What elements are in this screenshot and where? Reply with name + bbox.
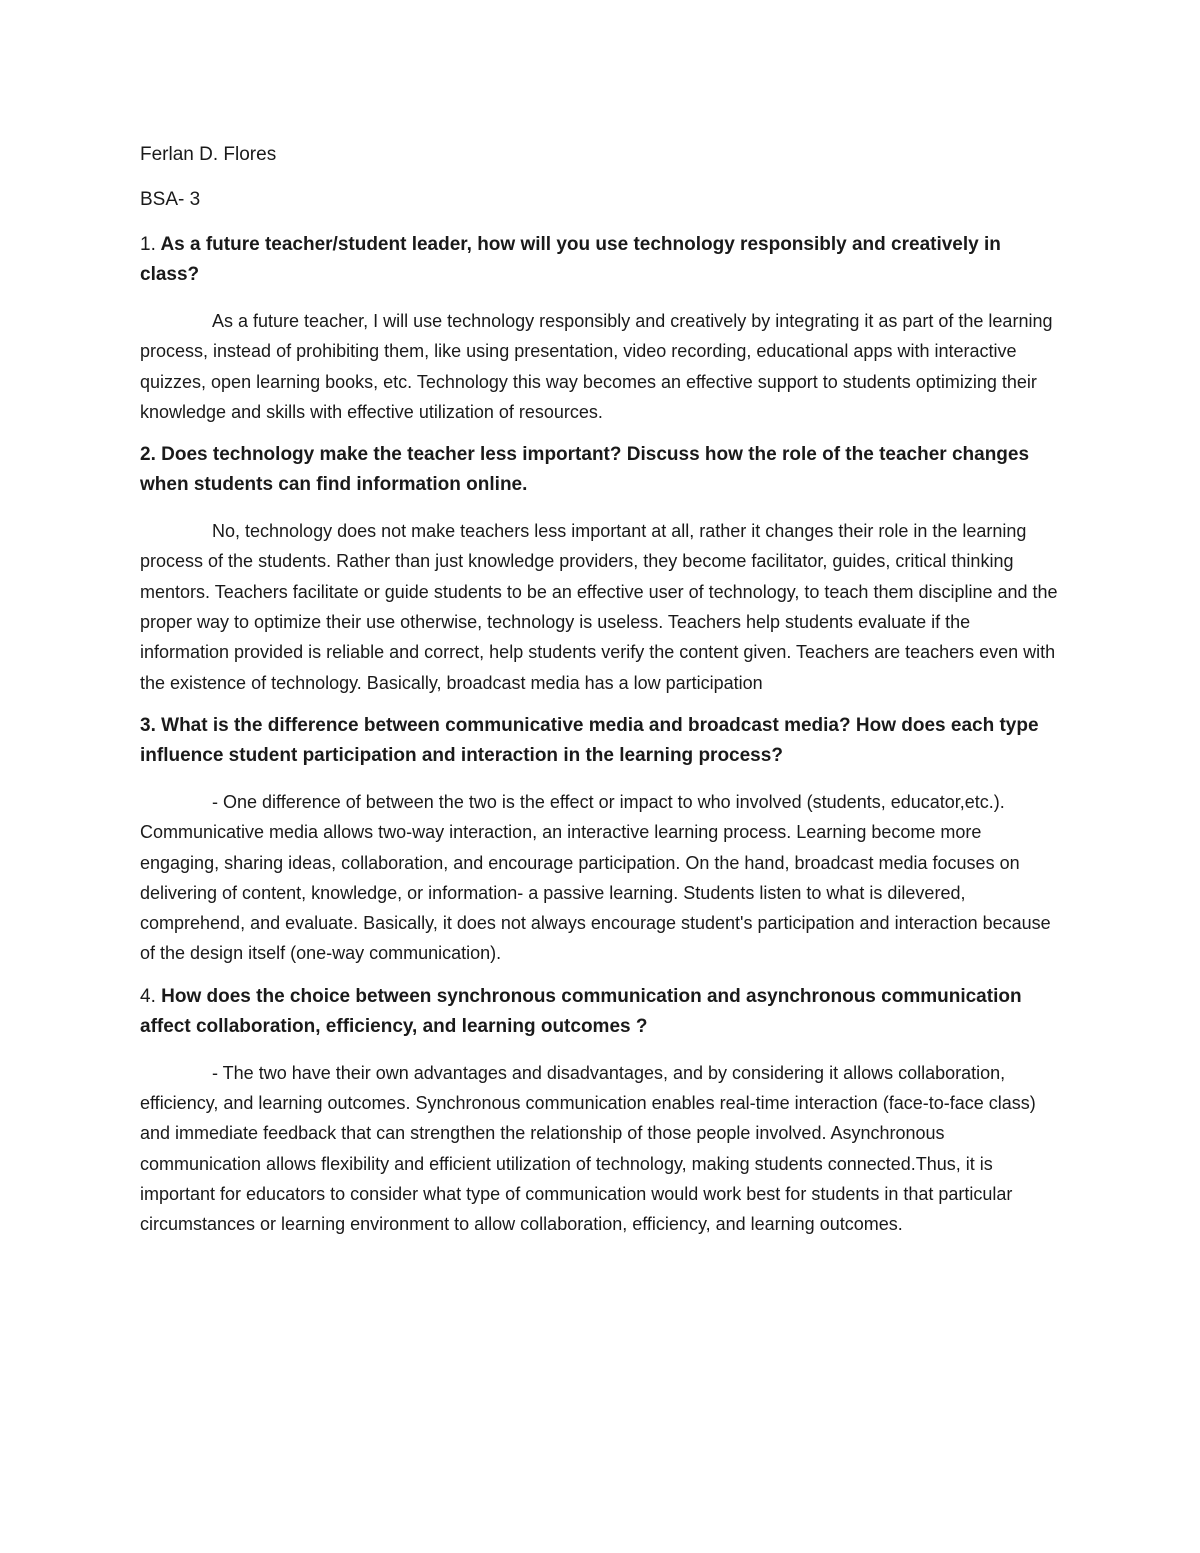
- question-text: Does technology make the teacher less important? Discuss how the role of the teacher changes when students can find information online.: [140, 444, 1030, 496]
- question-text: As a future teacher/student leader, how will you use technology responsibly and creatively in class?: [140, 234, 1001, 285]
- author-name: Ferlan D. Flores: [140, 144, 277, 165]
- course-section: BSA- 3: [140, 189, 201, 210]
- question-number: 1.: [140, 234, 156, 255]
- answer-2: No, technology does not make teachers less important at all, rather it changes their role in the learning process of the students. Rather than just knowledge providers, they become facilitator, guides, critical thinking mentors. Teachers facilitate or guide students to be an effective user of technology, to teach them discipline and the proper way to optimize their use otherwise, technology is useless. Teachers help students evaluate if the information provided is reliable and correct, help students verify the content given. Teachers are teachers even with the existence of technology. Basically, broadcast media has a low participation: [140, 521, 1058, 693]
- question-3: [140, 711, 1060, 771]
- question-text: How does the choice between synchronous communication and asynchronous communication affect collaboration, efficiency, and learning outcomes ?: [140, 985, 1022, 1037]
- question-number: 3.: [140, 714, 156, 736]
- question-text: What is the difference between communicative media and broadcast media? How does each type influence student participation and interaction in the learning process?: [140, 714, 1039, 766]
- answer-3: - One difference of between the two is the effect or impact to who involved (students, educator,etc.). Communicative media allows two-way interaction, an interactive learning process. Learning become more engaging, sharing ideas, collaboration, and encourage participation. On the hand, broadcast media focuses on delivering of content, knowledge, or information- a passive learning. Students listen to what is dilevered, comprehend, and evaluate. Basically, it does not always encourage student's participation and interaction because of the design itself (one-way communication).: [140, 791, 1051, 964]
- question-4: [140, 982, 1060, 1042]
- document-page: [140, 140, 1060, 1253]
- question-2: [140, 440, 1060, 500]
- question-1: [140, 230, 1060, 290]
- answer-4: - The two have their own advantages and disadvantages, and by considering it allows collaboration, efficiency, and learning outcomes. Synchronous communication enables real-time interaction (face-to-face class) and immediate feedback that can strengthen the relationship of those people involved. Asynchronous communication allows flexibility and efficient utilization of technology, making students connected.Thus, it is important for educators to consider what type of communication would work best for students in that particular circumstances or learning environment to allow collaboration, efficiency, and learning outcomes.: [140, 1062, 1036, 1235]
- answer-1: As a future teacher, I will use technology responsibly and creatively by integrating it as part of the learning process, instead of prohibiting them, like using presentation, video recording, educational apps with interactive quizzes, open learning books, etc. Technology this way becomes an effective support to students optimizing their knowledge and skills with effective utilization of resources.: [140, 311, 1053, 422]
- question-number: 4.: [140, 985, 156, 1007]
- question-number: 2.: [140, 444, 156, 466]
